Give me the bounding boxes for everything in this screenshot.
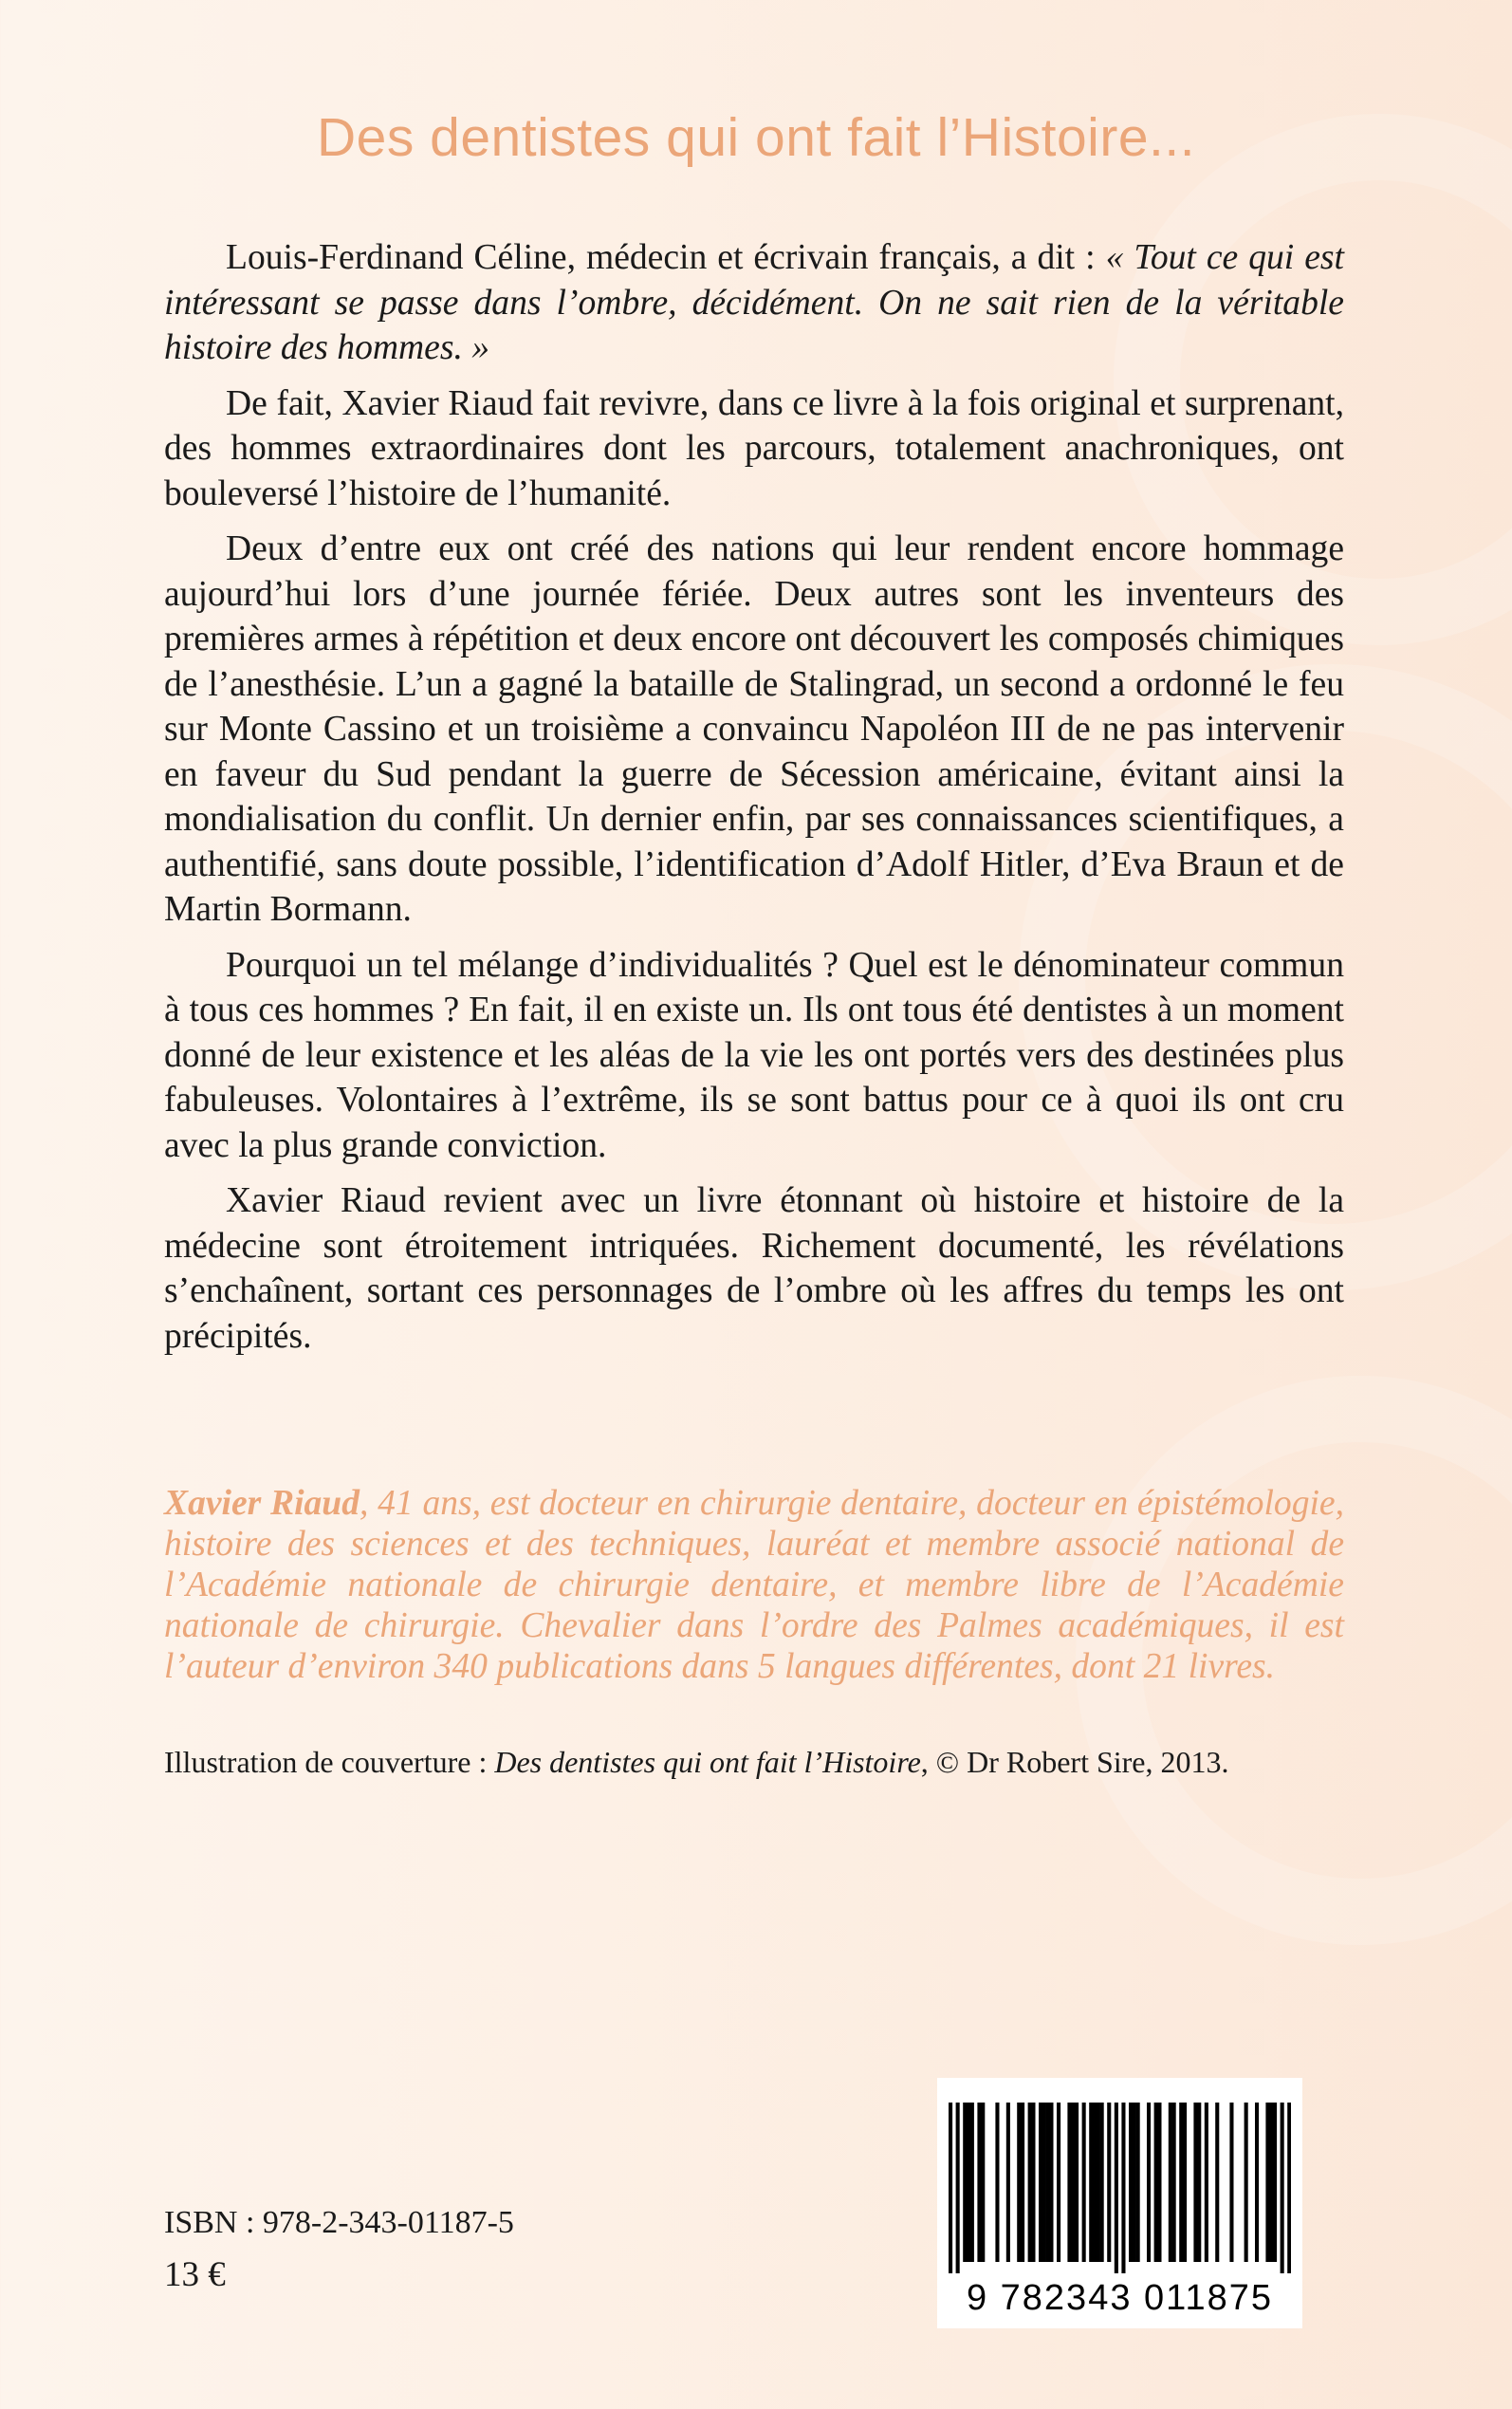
- barcode-bar: [1273, 2103, 1277, 2262]
- barcode-bar: [995, 2103, 999, 2262]
- barcode-bar: [1215, 2103, 1219, 2262]
- barcode-bar: [1006, 2103, 1010, 2262]
- synopsis-paragraph-2: De fait, Xavier Riaud fait revivre, dans ce livre à la fois original et surprenant, des hommes extraordinaires dont les parcours, totalement anachroniques, ont bouleversé l’histoire de l’humanité.: [164, 383, 1344, 513]
- illustration-credit: [164, 1743, 1397, 1781]
- barcode-bar: [1057, 2103, 1060, 2262]
- author-bio-text: , 41 ans, est docteur en chirurgie dentaire, docteur en épistémologie, histoire des sciences et des techniques, lauréat et membre associé national de l’Académie nationale de chirurgie dentaire, et membre libre de l’Académie nationale de chirurgie. Chevalier dans l’ordre des Palmes académiques, il est l’auteur d’environ 340 publications dans 5 langues différentes, dont 21 livres.: [164, 1484, 1344, 1686]
- isbn: ISBN : 978-2-343-01187-5: [164, 2205, 514, 2240]
- barcode-bar: [1046, 2103, 1050, 2262]
- barcode-bar: [1097, 2103, 1100, 2262]
- barcode-number: 9 782343 011875: [966, 2278, 1274, 2318]
- synopsis-paragraph-5: Xavier Riaud revient avec un livre étonnant où histoire et histoire de la médecine sont étroitement intriquées. Richement documenté, les révélations s’enchaînent, sortant ces personnages de l’ombre où les affres du temps les ont précipités.: [164, 1181, 1344, 1356]
- synopsis: [164, 235, 1344, 1369]
- barcode-bar: [1287, 2103, 1291, 2273]
- barcode-bar: [1172, 2103, 1176, 2262]
- barcode-bar: [1067, 2103, 1071, 2262]
- barcode-bar: [1039, 2103, 1042, 2262]
- barcode-bars: [949, 2103, 1291, 2273]
- barcode-bar: [1075, 2103, 1079, 2262]
- barcode-bar: [1183, 2103, 1187, 2262]
- barcode-bar: [956, 2103, 960, 2273]
- credit-work-title: Des dentistes qui ont fait l’Histoire: [494, 1745, 921, 1779]
- barcode-bar: [1265, 2103, 1269, 2262]
- barcode-bar: [1017, 2103, 1021, 2262]
- barcode-bar: [1093, 2103, 1097, 2262]
- barcode-bar: [1179, 2103, 1183, 2262]
- barcode-bar: [1049, 2103, 1053, 2262]
- synopsis-paragraph-4: Pourquoi un tel mélange d’individualités ? Quel est le dénominateur commun à tous ces hommes ? En fait, il en existe un. Ils ont tous été dentistes à un moment donné de leur existence et les aléas de la vie les ont portés vers des destinées plus fabuleuses. Volontaires à l’extrême, ils se sont battus pour ce à quoi ils ont cru avec la plus grande conviction.: [164, 945, 1344, 1165]
- barcode-bar: [1121, 2103, 1125, 2273]
- barcode-bar: [1169, 2103, 1172, 2262]
- synopsis-paragraph-3: Deux d’entre eux ont créé des nations qui leur rendent encore hommage aujourd’hui lors d’une journée fériée. Deux autres sont les inventeurs des premières armes à répétition et deux encore ont découvert les composés chimiques de l’anesthésie. L’un a gagné la bataille de Stalingrad, un second a ordonné le feu sur Monte Cassino et un troisième a convaincu Napoléon III de ne pas intervenir en faveur du Sud pendant la guerre de Sécession américaine, évitant ainsi la mondialisation du conflit. Un dernier enfin, par ses connaissances scientifiques, a authentifié, sans doute possible, l’identification d’Adolf Hitler, d’Eva Braun et de Martin Bormann.: [164, 529, 1344, 929]
- barcode-bar: [1197, 2103, 1201, 2262]
- book-title: Des dentistes qui ont fait l’Histoire...: [316, 107, 1196, 168]
- barcode-bar: [1107, 2103, 1111, 2262]
- barcode-bar: [1133, 2103, 1136, 2262]
- barcode-bar: [981, 2103, 985, 2262]
- barcode-bar: [1193, 2103, 1197, 2262]
- barcode-bar: [949, 2103, 952, 2273]
- barcode-bar: [1100, 2103, 1104, 2262]
- barcode-bar: [967, 2103, 970, 2262]
- barcode-bar: [1147, 2103, 1151, 2262]
- celine-quote: « Tout ce qui est intéressant se passe dans l’ombre, décidément. On ne sait rien de la véritable histoire des hommes. »: [164, 238, 1344, 367]
- barcode-bar: [1031, 2103, 1035, 2262]
- barcode-bar: [977, 2103, 981, 2262]
- author-name: Xavier Riaud: [164, 1484, 360, 1523]
- price: 13 €: [164, 2255, 226, 2294]
- barcode-bar: [1042, 2103, 1046, 2262]
- barcode-bar: [1082, 2103, 1086, 2262]
- author-bio: [164, 1483, 1344, 1687]
- credit-prefix: Illustration de couverture :: [164, 1745, 495, 1779]
- barcode-bar: [1154, 2103, 1158, 2262]
- barcode-bar: [1021, 2103, 1024, 2262]
- barcode-bar: [1255, 2103, 1259, 2262]
- barcode: [937, 2078, 1302, 2328]
- celine-intro: Louis-Ferdinand Céline, médecin et écrivain français, a dit :: [226, 238, 1106, 277]
- barcode-bar: [1136, 2103, 1140, 2262]
- barcode-bar: [970, 2103, 974, 2262]
- barcode-bar: [1269, 2103, 1273, 2262]
- barcode-bar: [1205, 2103, 1208, 2262]
- credit-suffix: , © Dr Robert Sire, 2013.: [920, 1745, 1229, 1779]
- barcode-bar: [963, 2103, 967, 2262]
- barcode-bar: [1229, 2103, 1233, 2262]
- barcode-bar: [1089, 2103, 1093, 2262]
- barcode-bar: [1028, 2103, 1032, 2262]
- barcode-bar: [1115, 2103, 1118, 2273]
- barcode-bar: [1281, 2103, 1284, 2273]
- barcode-bar: [1129, 2103, 1133, 2262]
- synopsis-paragraph-1: [164, 235, 1344, 371]
- barcode-bar: [1245, 2103, 1248, 2262]
- barcode-bar: [1071, 2103, 1075, 2262]
- barcode-bar: [1157, 2103, 1161, 2262]
